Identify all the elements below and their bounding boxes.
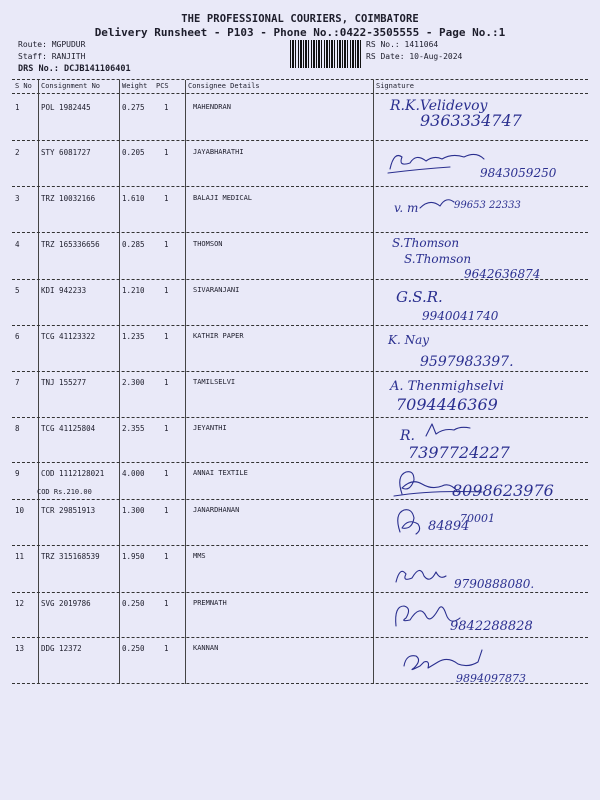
signature-text: R. bbox=[400, 428, 415, 444]
rs-number: RS No.: 1411064 bbox=[366, 40, 439, 49]
row-consignee: PREMNATH bbox=[193, 599, 227, 607]
row-weight: 0.285 bbox=[122, 240, 145, 249]
row-consignment: SVG 2019786 bbox=[41, 599, 91, 608]
signature-text: v. m bbox=[394, 201, 419, 215]
row-weight: 1.300 bbox=[122, 506, 145, 515]
col-header-consignment: Consignment No bbox=[41, 82, 101, 90]
row-sno: 4 bbox=[15, 240, 20, 249]
row-sno: 7 bbox=[15, 378, 20, 387]
row-consignee: JAYABHARATHI bbox=[193, 148, 244, 156]
signature-image bbox=[390, 596, 570, 638]
signature-text: 7397724227 bbox=[408, 443, 510, 462]
row-consignee: JANARDHANAN bbox=[193, 506, 240, 514]
row-consignee: BALAJI MEDICAL bbox=[193, 194, 253, 202]
signature-image bbox=[380, 143, 590, 185]
drs-number: DRS No.: DCJB141106401 bbox=[18, 64, 131, 74]
row-sno: 3 bbox=[15, 194, 20, 203]
row-consignment: TRZ 10032166 bbox=[41, 194, 96, 203]
row-divider bbox=[12, 637, 588, 638]
rs-date: RS Date: 10-Aug-2024 bbox=[366, 52, 463, 61]
row-consignment: TCG 41123322 bbox=[41, 332, 96, 341]
row-pcs: 1 bbox=[164, 599, 169, 608]
signature-image bbox=[392, 502, 562, 542]
row-consignment: COD 1112128021 bbox=[41, 469, 105, 478]
signature-text: K. Nay bbox=[388, 333, 430, 347]
signature-text: 9790888080. bbox=[454, 577, 535, 591]
row-sno: 9 bbox=[15, 469, 20, 478]
signature-text: S.Thomson bbox=[392, 236, 460, 250]
signature-text: 9597983397. bbox=[420, 354, 514, 370]
row-consignee: ANNAI TEXTILE bbox=[193, 469, 248, 477]
col-header-signature: Signature bbox=[376, 82, 414, 90]
column-divider bbox=[185, 80, 186, 684]
signature-image bbox=[392, 466, 592, 502]
row-weight: 1.610 bbox=[122, 194, 145, 203]
signature-text: 70001 bbox=[460, 512, 495, 525]
row-consignment: POL 1982445 bbox=[41, 103, 91, 112]
row-sno: 13 bbox=[15, 644, 25, 653]
row-pcs: 1 bbox=[164, 552, 169, 561]
signature-text: 9842288828 bbox=[450, 619, 533, 634]
row-weight: 1.235 bbox=[122, 332, 145, 341]
row-divider bbox=[12, 325, 588, 326]
column-divider bbox=[373, 80, 374, 684]
row-weight: 4.000 bbox=[122, 469, 145, 478]
row-weight: 0.250 bbox=[122, 644, 145, 653]
row-consignee: MMS bbox=[193, 552, 206, 560]
row-sno: 12 bbox=[15, 599, 25, 608]
row-consignment: STY 6081727 bbox=[41, 148, 91, 157]
signature-text: 9363334747 bbox=[420, 111, 522, 130]
col-header-consignee: Consignee Details bbox=[188, 82, 260, 90]
row-pcs: 1 bbox=[164, 469, 169, 478]
row-weight: 0.250 bbox=[122, 599, 145, 608]
signature-image bbox=[380, 94, 590, 134]
row-consignee: SIVARANJANI bbox=[193, 286, 240, 294]
signature-image bbox=[386, 372, 586, 416]
row-pcs: 1 bbox=[164, 506, 169, 515]
row-consignment: TCR 29851913 bbox=[41, 506, 96, 515]
signature-text: 84894 bbox=[428, 519, 470, 534]
row-divider bbox=[12, 499, 588, 500]
row-sno: 11 bbox=[15, 552, 25, 561]
route-label: Route: MGPUDUR bbox=[18, 40, 86, 49]
row-consignee: KANNAN bbox=[193, 644, 219, 652]
header-top-rule bbox=[12, 79, 588, 80]
signature-text: 99653 22333 bbox=[454, 200, 521, 211]
row-pcs: 1 bbox=[164, 644, 169, 653]
row-sno: 2 bbox=[15, 148, 20, 157]
signature-text: S.Thomson bbox=[404, 252, 472, 266]
signature-image bbox=[390, 280, 590, 324]
staff-label: Staff: RANJITH bbox=[18, 52, 86, 61]
row-weight: 1.210 bbox=[122, 286, 145, 295]
row-consignee: KATHIR PAPER bbox=[193, 332, 244, 340]
row-consignee: MAHENDRAN bbox=[193, 103, 231, 111]
signature-text: 9642636874 bbox=[464, 267, 541, 281]
row-pcs: 1 bbox=[164, 240, 169, 249]
row-pcs: 1 bbox=[164, 332, 169, 341]
row-pcs: 1 bbox=[164, 194, 169, 203]
row-sno: 8 bbox=[15, 424, 20, 433]
row-divider bbox=[12, 683, 588, 684]
col-header-sno: S No bbox=[15, 82, 32, 90]
signature-image bbox=[396, 418, 586, 462]
row-consignment: KDI 942233 bbox=[41, 286, 87, 295]
row-sno: 5 bbox=[15, 286, 20, 295]
page-title: THE PROFESSIONAL COURIERS, COIMBATORE bbox=[181, 13, 419, 25]
row-consignee: TAMILSELVI bbox=[193, 378, 236, 386]
row-divider bbox=[12, 545, 588, 546]
signature-image bbox=[382, 328, 582, 370]
row-pcs: 1 bbox=[164, 148, 169, 157]
row-consignment: TRZ 165336656 bbox=[41, 240, 100, 249]
row-consignee: JEYANTHI bbox=[193, 424, 227, 432]
barcode bbox=[290, 40, 362, 68]
row-pcs: 1 bbox=[164, 286, 169, 295]
row-consignee: THOMSON bbox=[193, 240, 223, 248]
row-divider bbox=[12, 140, 588, 141]
col-header-weight: Weight bbox=[122, 82, 148, 90]
signature-text: 7094446369 bbox=[396, 395, 498, 414]
row-weight: 2.355 bbox=[122, 424, 145, 433]
row-weight: 0.205 bbox=[122, 148, 145, 157]
row-divider bbox=[12, 186, 588, 187]
column-divider bbox=[38, 80, 39, 684]
row-divider bbox=[12, 462, 588, 463]
row-pcs: 1 bbox=[164, 424, 169, 433]
row-weight: 1.950 bbox=[122, 552, 145, 561]
row-sno: 6 bbox=[15, 332, 20, 341]
row-pcs: 1 bbox=[164, 378, 169, 387]
cod-amount: COD Rs.210.00 bbox=[37, 488, 92, 496]
row-consignment: DDG 12372 bbox=[41, 644, 82, 653]
row-sno: 1 bbox=[15, 103, 20, 112]
row-weight: 2.300 bbox=[122, 378, 145, 387]
row-consignment: TNJ 155277 bbox=[41, 378, 87, 387]
signature-image bbox=[382, 233, 588, 281]
signature-image bbox=[398, 644, 568, 684]
signature-image bbox=[392, 560, 588, 594]
signature-text: 8098623976 bbox=[452, 481, 554, 500]
row-sno: 10 bbox=[15, 506, 25, 515]
row-pcs: 1 bbox=[164, 103, 169, 112]
column-divider bbox=[119, 80, 120, 684]
signature-text: A. Thenmighselvi bbox=[390, 379, 504, 394]
row-divider bbox=[12, 592, 588, 593]
signature-image bbox=[390, 188, 590, 222]
signature-text: 9843059250 bbox=[480, 166, 557, 180]
signature-text: G.S.R. bbox=[396, 288, 443, 306]
row-weight: 0.275 bbox=[122, 103, 145, 112]
col-header-pcs: PCS bbox=[156, 82, 169, 90]
signature-text: 9940041740 bbox=[422, 309, 499, 323]
signature-text: R.K.Velidevoy bbox=[390, 98, 488, 114]
row-consignment: TCG 41125804 bbox=[41, 424, 96, 433]
row-consignment: TRZ 315168539 bbox=[41, 552, 100, 561]
page-subtitle: Delivery Runsheet - P103 - Phone No.:0422-3505555 - Page No.:1 bbox=[94, 26, 506, 39]
signature-text: 9894097873 bbox=[456, 672, 526, 684]
